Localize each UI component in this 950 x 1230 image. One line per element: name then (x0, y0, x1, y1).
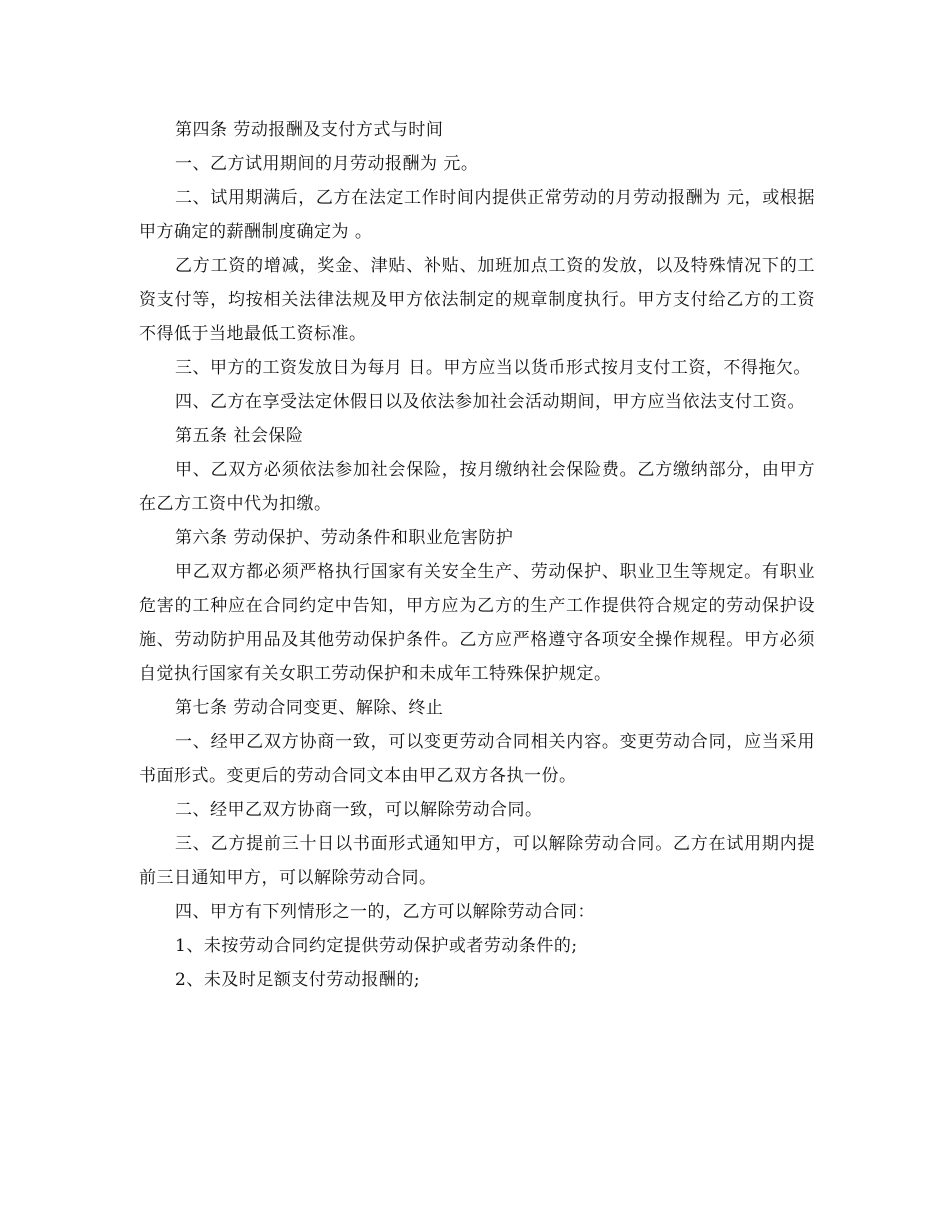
paragraph-regular-pay: 二、试用期满后，乙方在法定工作时间内提供正常劳动的月劳动报酬为 元，或根据甲方确定的薪酬制度确定为 。 (139, 188, 815, 242)
paragraph-contract-change: 一、经甲乙双方协商一致，可以变更劳动合同相关内容。变更劳动合同，应当采用书面形式。变更后的劳动合同文本由甲乙双方各执一份。 (139, 732, 815, 786)
paragraph-mutual-termination: 二、经甲乙双方协商一致，可以解除劳动合同。 (175, 800, 543, 820)
article-6-heading: 第六条 劳动保护、劳动条件和职业危害防护 (175, 528, 514, 548)
paragraph-holiday-pay: 四、乙方在享受法定休假日以及依法参加社会活动期间，甲方应当依法支付工资。 (175, 392, 805, 412)
article-5-heading: 第五条 社会保险 (175, 426, 304, 446)
paragraph-termination-conditions: 四、甲方有下列情形之一的，乙方可以解除劳动合同： (175, 902, 595, 922)
article-7-heading: 第七条 劳动合同变更、解除、终止 (175, 698, 444, 718)
list-item-1: 1、未按劳动合同约定提供劳动保护或者劳动条件的; (175, 936, 578, 956)
paragraph-labor-protection: 甲乙双方都必须严格执行国家有关安全生产、劳动保护、职业卫生等规定。有职业危害的工种应在合同约定中告知，甲方应为乙方的生产工作提供符合规定的劳动保护设施、劳动防护用品及其他劳动保护条件。乙方应严格遵守各项安全操作规程。甲方必须自觉执行国家有关女职工劳动保护和未成年工特殊保护规定。 (139, 562, 815, 684)
paragraph-employee-notice: 三、乙方提前三十日以书面形式通知甲方，可以解除劳动合同。乙方在试用期内提前三日通知甲方，可以解除劳动合同。 (139, 834, 815, 888)
paragraph-probation-pay: 一、乙方试用期间的月劳动报酬为 元。 (175, 154, 479, 174)
document-body (139, 113, 815, 997)
paragraph-social-insurance: 甲、乙双方必须依法参加社会保险，按月缴纳社会保险费。乙方缴纳部分，由甲方在乙方工资中代为扣缴。 (139, 460, 815, 514)
paragraph-wage-adjustment: 乙方工资的增减，奖金、津贴、补贴、加班加点工资的发放，以及特殊情况下的工资支付等，均按相关法律法规及甲方依法制定的规章制度执行。甲方支付给乙方的工资不得低于当地最低工资标准。 (139, 256, 815, 344)
paragraph-payday: 三、甲方的工资发放日为每月 日。甲方应当以货币形式按月支付工资，不得拖欠。 (175, 358, 811, 378)
list-item-2: 2、未及时足额支付劳动报酬的; (175, 970, 421, 990)
article-4-heading: 第四条 劳动报酬及支付方式与时间 (175, 120, 444, 140)
